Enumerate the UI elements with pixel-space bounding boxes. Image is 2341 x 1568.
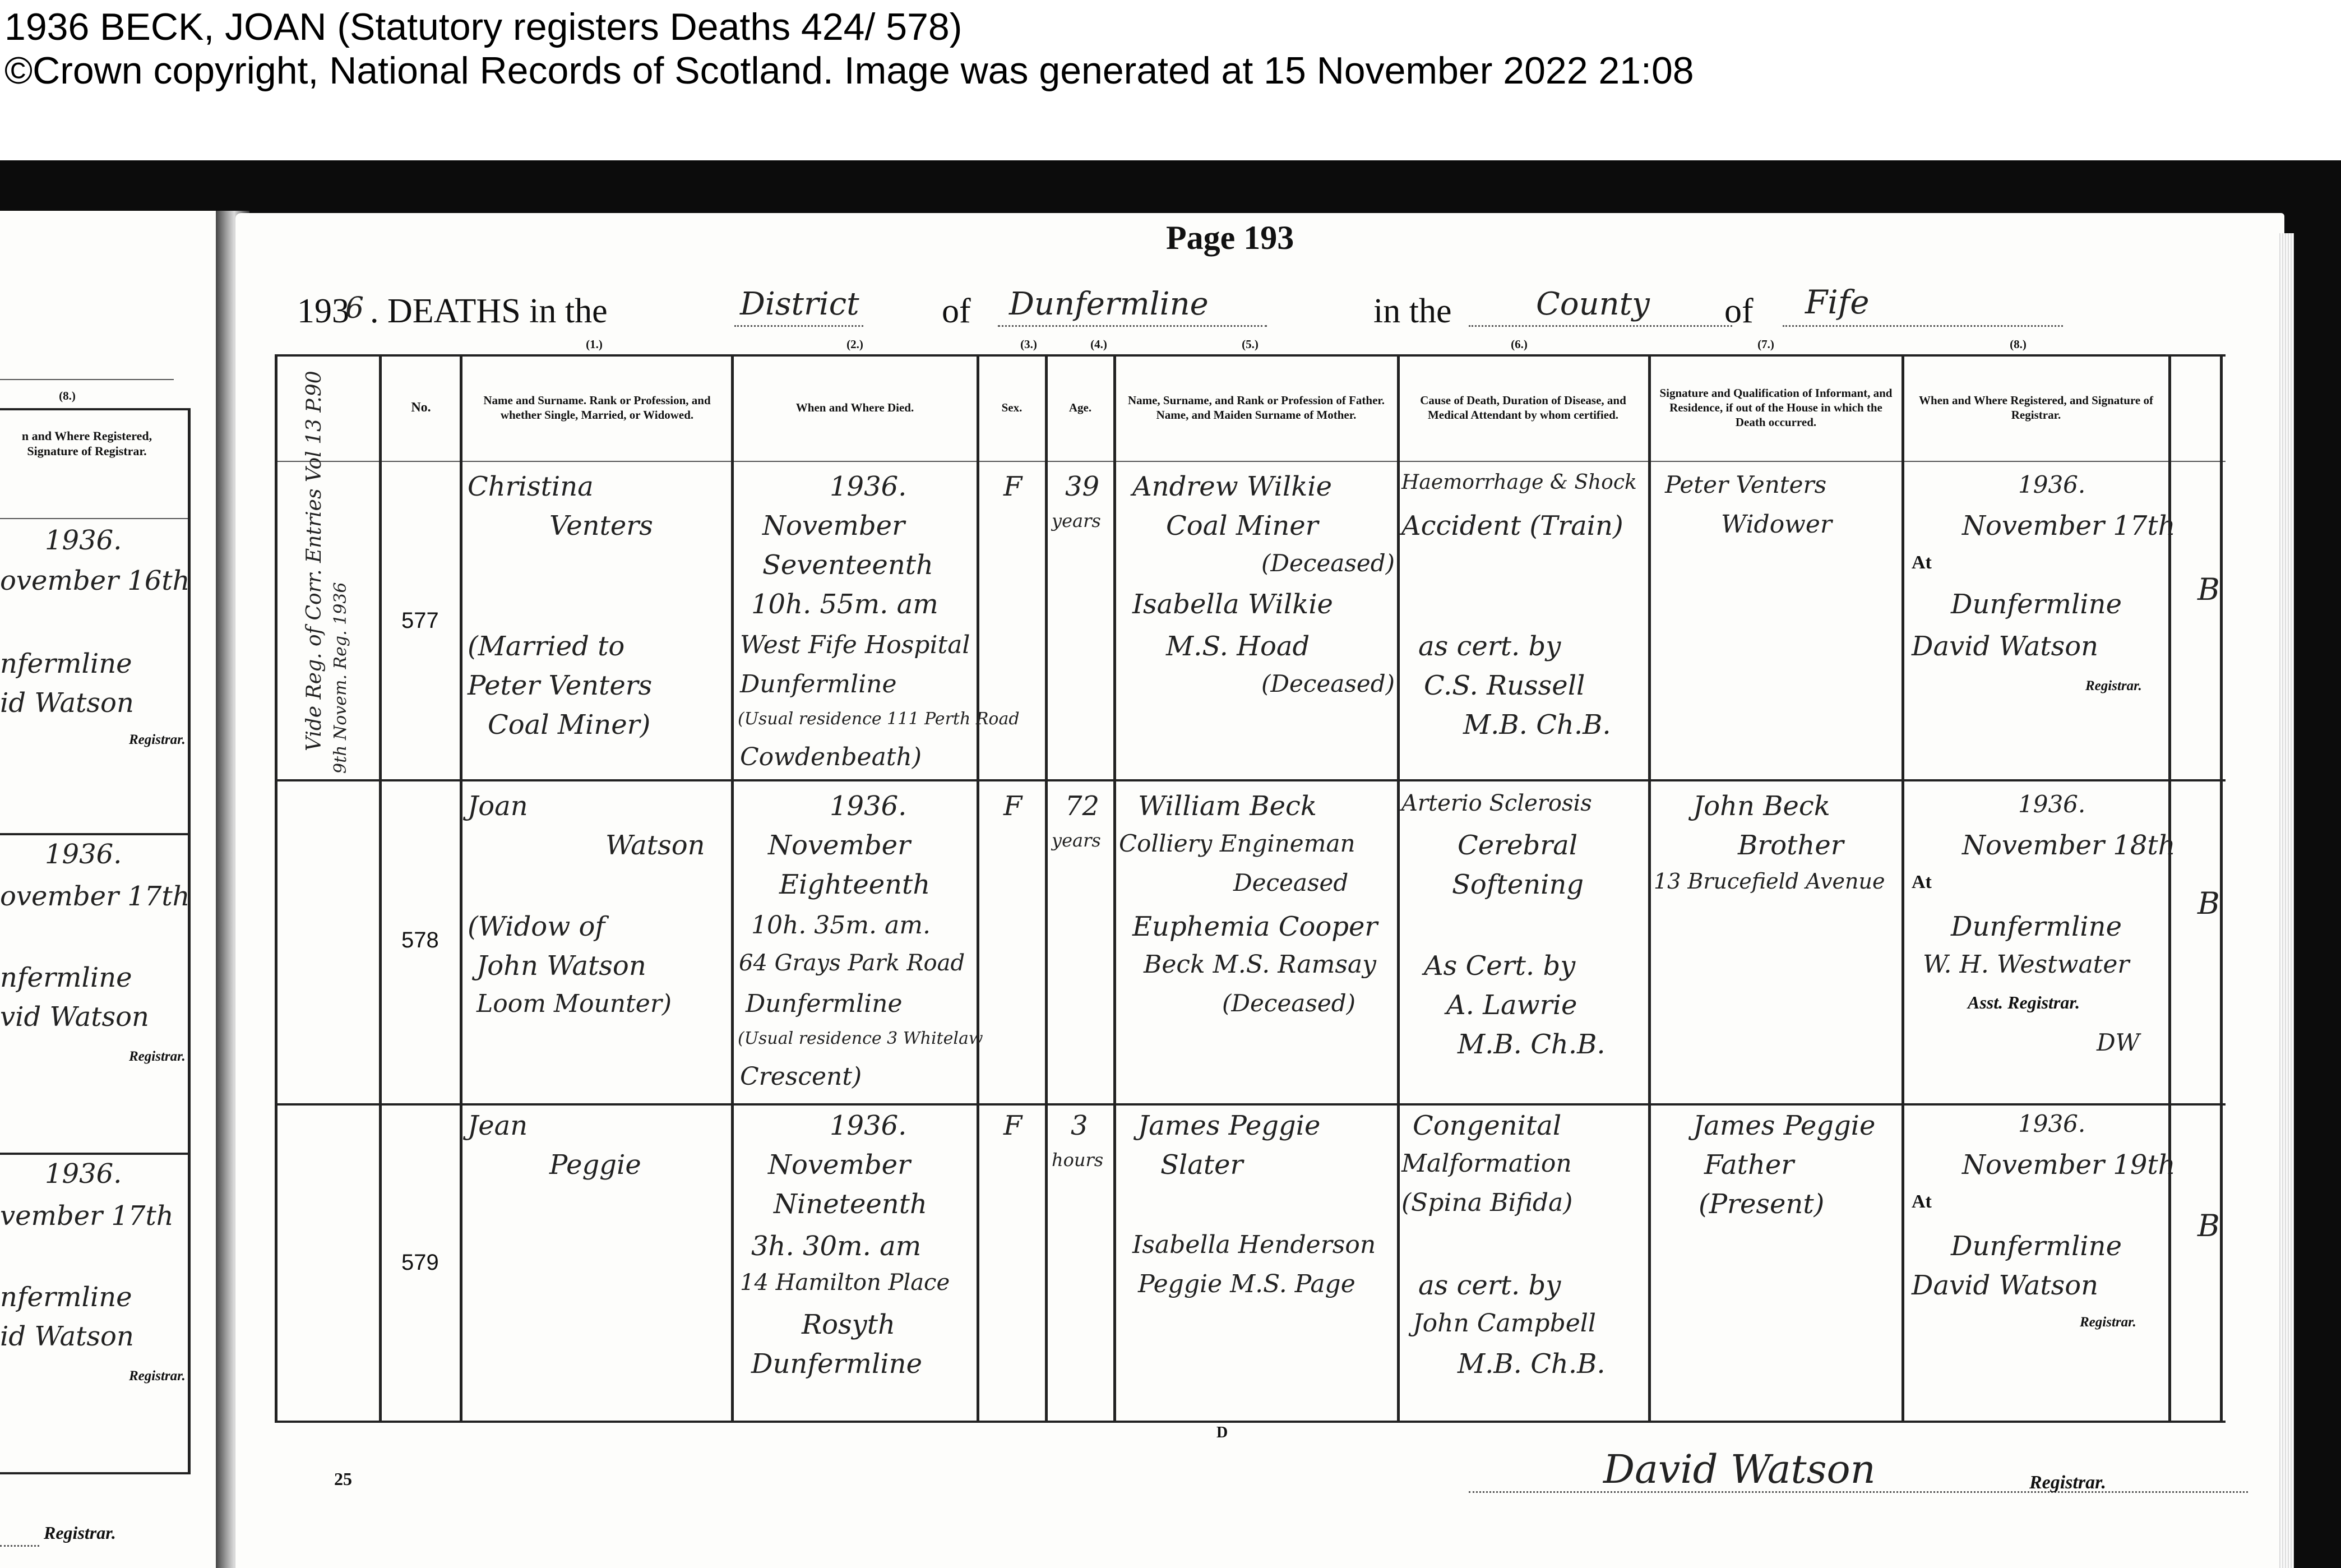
- left-entry-registrar-label: Registrar.: [129, 732, 186, 747]
- header-sex: Sex.: [1001, 400, 1023, 414]
- entry-577-time: 10h. 55m. am: [751, 589, 938, 620]
- entry-578-doctor-qual: M.B. Ch.B.: [1458, 1029, 1606, 1060]
- entry-578-mother-maiden: Beck M.S. Ramsay: [1144, 950, 1377, 979]
- entry-578-status: (Widow of: [468, 911, 605, 942]
- page-stack-edge: [2279, 233, 2294, 1568]
- entry-577-place: West Fife Hospital: [740, 631, 970, 659]
- entry-577-year: 1936.: [830, 471, 907, 502]
- entry-578-sex: F: [1003, 790, 1023, 822]
- header-age: Age.: [1068, 400, 1092, 414]
- entry-578-registrar-label: Asst. Registrar.: [1968, 992, 2080, 1012]
- col-num-1: (1.): [586, 337, 603, 351]
- entry-578-place: 64 Grays Park Road: [739, 950, 965, 976]
- entry-578-doctor: A. Lawrie: [1446, 989, 1577, 1021]
- entry-578-day: Eighteenth: [779, 869, 931, 900]
- register-year-digit: 6: [345, 292, 364, 325]
- col-num-8: (8.): [2010, 337, 2027, 351]
- entry-577-informant-qual: Widower: [1721, 510, 1832, 539]
- entry-578-registrar-sig: W. H. Westwater: [1923, 950, 2130, 979]
- col-num-6: (6.): [1511, 337, 1528, 351]
- entry-577-age: 39: [1065, 471, 1100, 502]
- entry-577-usual-town: Cowdenbeath): [740, 743, 922, 771]
- header-bottom-rule: [275, 461, 2226, 462]
- header-no: No.: [411, 400, 431, 415]
- entry-578-father-status: Deceased: [1233, 869, 1349, 896]
- entry-579-certified: as cert. by: [1418, 1270, 1561, 1301]
- entry-577-informant: Peter Venters: [1665, 471, 1827, 498]
- entry-578-year: 1936.: [830, 790, 907, 822]
- register-year-prefix: 193: [297, 292, 349, 330]
- register-scan: [0, 160, 2341, 1568]
- entry-579-surname: Peggie: [549, 1149, 641, 1181]
- left-entry-registrar-sig: vid Watson: [0, 1001, 149, 1033]
- page-number: 25: [334, 1469, 352, 1489]
- entry-579-place: 14 Hamilton Place: [740, 1270, 950, 1296]
- entry-579-at: At: [1912, 1191, 1932, 1212]
- footer-mark: D: [1216, 1424, 1228, 1441]
- left-entry-year: 1936.: [45, 525, 122, 556]
- entry-578-reg-place: Dunfermline: [1951, 911, 2122, 942]
- left-entry-registrar-label: Registrar.: [129, 1368, 186, 1384]
- entry-579-registrar-sig: David Watson: [1912, 1270, 2099, 1301]
- entry-579-name: Jean: [468, 1110, 528, 1141]
- entry-578-usual-street: Crescent): [740, 1062, 862, 1091]
- col-num-7: (7.): [1757, 337, 1774, 351]
- entry-579-time: 3h. 30m. am: [751, 1231, 922, 1262]
- entry-577-cause-2: Accident (Train): [1401, 510, 1623, 542]
- entry-577-day: Seventeenth: [762, 549, 933, 581]
- entry-577-name: Christina: [468, 471, 594, 502]
- entry-577-town: Dunfermline: [740, 670, 897, 699]
- entry-577-sex: F: [1003, 471, 1023, 502]
- entry-579-informant-qual: Father: [1704, 1149, 1794, 1181]
- col-num-2: (2.): [846, 337, 863, 351]
- row-rule-1: [275, 779, 2226, 781]
- entry-577-no: 577: [401, 608, 439, 633]
- entry-579-cause-1: Congenital: [1413, 1110, 1562, 1141]
- county-word: County: [1536, 286, 1650, 322]
- entry-578-father: William Beck: [1138, 790, 1317, 822]
- col-num-4: (4.): [1090, 337, 1107, 351]
- entry-579-cause-2: Malformation: [1401, 1149, 1572, 1178]
- entry-579-mother-maiden: Peggie M.S. Page: [1138, 1270, 1355, 1298]
- header-cause: Cause of Death, Duration of Disease, and Medical Attendant by whom certified.: [1420, 393, 1626, 422]
- left-footer-registrar: Registrar.: [44, 1523, 116, 1543]
- county-name: Fife: [1805, 283, 1870, 321]
- entry-578-father-occ: Colliery Engineman: [1119, 830, 1355, 857]
- caption-title: 1936 BECK, JOAN (Statutory registers Deaths 424/ 578): [4, 6, 963, 48]
- left-entry-registrar-sig: id Watson: [0, 1321, 134, 1352]
- entry-577-father-status: (Deceased): [1261, 549, 1395, 577]
- entry-578-reg-year: 1936.: [2018, 790, 2086, 818]
- entry-579-sex: F: [1003, 1110, 1023, 1141]
- entry-578-informant-qual: Brother: [1738, 830, 1844, 861]
- entry-578-reg-date: November 18th: [1962, 830, 2176, 861]
- entry-579-doctor: John Campbell: [1413, 1309, 1596, 1338]
- left-entry-registrar-label: Registrar.: [129, 1049, 186, 1064]
- register-deaths-label: . DEATHS in the: [370, 292, 608, 330]
- entry-578-initials: DW: [2097, 1029, 2140, 1056]
- col-num-5: (5.): [1242, 337, 1259, 351]
- entry-579-month: November: [768, 1149, 911, 1181]
- entry-578-margin-mark: B: [2197, 886, 2220, 921]
- entry-577-surname: Venters: [549, 510, 653, 542]
- entry-577-spouse: Peter Venters: [468, 670, 653, 701]
- entry-578-informant: John Beck: [1693, 790, 1830, 822]
- entry-579-year: 1936.: [830, 1110, 907, 1141]
- left-entry-date: ovember 16th: [0, 565, 190, 596]
- row-rule-2: [275, 1103, 2226, 1106]
- entry-577-father-occ: Coal Miner: [1166, 510, 1318, 542]
- entry-577-certified: as cert. by: [1418, 631, 1561, 662]
- left-entry-year: 1936.: [45, 839, 122, 870]
- table-bottom-rule: [275, 1421, 2226, 1423]
- header-registered: When and Where Registered, and Signature of Registrar.: [1919, 393, 2153, 422]
- entry-579-father-occ: Slater: [1160, 1149, 1243, 1181]
- entry-578-time: 10h. 35m. am.: [751, 911, 931, 940]
- entry-578-month: November: [768, 830, 911, 861]
- caption-copyright: ©Crown copyright, National Records of Scotland. Image was generated at 15 November 2022 21:08: [4, 49, 1694, 92]
- entry-577-usual-res: (Usual residence 111 Perth Road: [738, 709, 1020, 729]
- page-title: Page 193: [1166, 219, 1294, 256]
- entry-577-age-unit: years: [1052, 510, 1101, 531]
- entry-578-no: 578: [401, 928, 439, 952]
- header-parents: Name, Surname, and Rank or Profession of Father. Name, and Maiden Surname of Mother.: [1127, 393, 1385, 422]
- left-entry-place: nfermline: [0, 1282, 132, 1313]
- entry-578-surname: Watson: [605, 830, 705, 861]
- header-when-where: When and Where Died.: [795, 400, 914, 414]
- entry-577-mother-maiden: M.S. Hoad: [1166, 631, 1310, 662]
- entry-577-margin-mark: B: [2197, 572, 2220, 607]
- entry-579-reg-place: Dunfermline: [1951, 1231, 2122, 1262]
- entry-579-mother: Isabella Henderson: [1132, 1231, 1376, 1259]
- footer-signature: David Watson: [1603, 1446, 1876, 1492]
- entry-578-age: 72: [1065, 790, 1100, 822]
- left-page-fragment: [0, 211, 216, 1568]
- left-entry-place: nfermline: [0, 648, 132, 679]
- entry-579-father: James Peggie: [1138, 1110, 1321, 1141]
- entry-578-cause-3: Softening: [1452, 869, 1584, 900]
- entry-577-father: Andrew Wilkie: [1132, 471, 1333, 502]
- entry-579-no: 579: [401, 1250, 439, 1275]
- in-the-label: in the: [1373, 292, 1452, 330]
- left-entry-date: vember 17th: [0, 1200, 174, 1232]
- register-page: [235, 213, 2284, 1568]
- of-label-2: of: [1724, 292, 1754, 330]
- entry-578-town: Dunfermline: [746, 989, 903, 1018]
- margin-note-line2: 9th Novem. Reg. 1936: [331, 582, 350, 774]
- entry-578-spouse: John Watson: [476, 950, 646, 982]
- entry-578-name: Joan: [468, 790, 528, 822]
- entry-579-registrar-label: Registrar.: [2080, 1315, 2136, 1330]
- entry-578-occupation: Loom Mounter): [476, 989, 672, 1018]
- entry-579-reg-year: 1936.: [2018, 1110, 2086, 1137]
- entry-578-cause-2: Cerebral: [1458, 830, 1578, 861]
- left-entry-date: ovember 17th: [0, 881, 190, 912]
- entry-579-cause-3: (Spina Bifida): [1401, 1188, 1573, 1217]
- entry-577-registrar-label: Registrar.: [2085, 678, 2142, 693]
- header-informant: Signature and Qualification of Informant, and Residence, if out of the House in which the Death occurred.: [1659, 386, 1893, 429]
- entry-579-informant: James Peggie: [1693, 1110, 1876, 1141]
- left-col-header: n and Where Registered, Signature of Registrar.: [21, 428, 152, 458]
- district-word: District: [740, 286, 859, 322]
- entry-578-mother: Euphemia Cooper: [1132, 911, 1378, 942]
- col-num-3: (3.): [1020, 337, 1037, 351]
- left-col-num: (8.): [59, 389, 76, 403]
- entry-578-cause-1: Arterio Sclerosis: [1401, 790, 1592, 816]
- entry-577-cause-1: Haemorrhage & Shock: [1401, 471, 1637, 494]
- entry-578-mother-status: (Deceased): [1222, 989, 1356, 1017]
- entry-577-occupation: Coal Miner): [488, 709, 651, 741]
- entry-577-registrar-sig: David Watson: [1912, 631, 2099, 662]
- entry-577-doctor: C.S. Russell: [1424, 670, 1585, 701]
- margin-note-line1: Vide Reg. of Corr. Entries Vol 13 P.90: [303, 371, 326, 751]
- entry-577-status: (Married to: [468, 631, 625, 662]
- entry-578-certified: As Cert. by: [1424, 950, 1576, 982]
- entry-577-mother: Isabella Wilkie: [1132, 589, 1333, 620]
- entry-579-margin-mark: B: [2197, 1208, 2220, 1243]
- of-label-1: of: [942, 292, 971, 330]
- entry-578-informant-residence: 13 Brucefield Avenue: [1654, 869, 1885, 894]
- entry-577-reg-year: 1936.: [2018, 471, 2086, 498]
- district-name: Dunfermline: [1009, 286, 1209, 322]
- entry-577-month: November: [762, 510, 905, 542]
- left-entry-year: 1936.: [45, 1158, 122, 1190]
- header-name: Name and Surname. Rank or Profession, and whether Single, Married, or Widowed.: [483, 393, 711, 422]
- left-entry-place: nfermline: [0, 962, 132, 993]
- table-top-rule: [275, 354, 2226, 357]
- left-entry-registrar-sig: id Watson: [0, 687, 134, 719]
- entry-577-reg-place: Dunfermline: [1951, 589, 2122, 620]
- entry-579-town: Dunfermline: [751, 1348, 922, 1380]
- entry-578-age-unit: years: [1052, 830, 1101, 851]
- entry-579-locality: Rosyth: [802, 1309, 895, 1340]
- entry-578-at: At: [1912, 872, 1932, 892]
- entry-577-at: At: [1912, 552, 1932, 573]
- entry-579-informant-present: (Present): [1699, 1188, 1825, 1220]
- entry-577-mother-status: (Deceased): [1261, 670, 1395, 697]
- entry-577-doctor-qual: M.B. Ch.B.: [1463, 709, 1611, 741]
- entry-579-day: Nineteenth: [774, 1188, 927, 1220]
- entry-579-age: 3: [1071, 1110, 1088, 1141]
- entry-579-age-unit: hours: [1052, 1149, 1104, 1171]
- entry-579-doctor-qual: M.B. Ch.B.: [1458, 1348, 1606, 1380]
- entry-578-usual-res: (Usual residence 3 Whitelaw: [738, 1029, 983, 1048]
- footer-registrar-label: Registrar.: [2029, 1472, 2106, 1493]
- entry-579-reg-date: November 19th: [1962, 1149, 2176, 1181]
- entry-577-reg-date: November 17th: [1962, 510, 2176, 542]
